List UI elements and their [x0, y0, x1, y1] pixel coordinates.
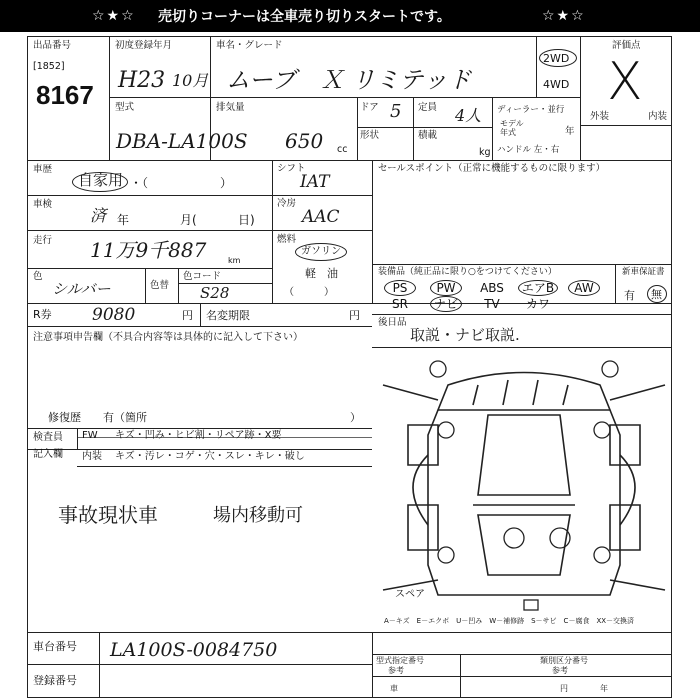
equip-pw-circle: [430, 280, 462, 296]
shaken-year: 年: [117, 213, 130, 227]
shaken-label: 車検: [33, 199, 53, 210]
model-name-value: ムーブ Ｘ リミテッド: [226, 66, 472, 94]
color-label: 色: [33, 271, 43, 282]
first-reg-label: 初度登録年月: [115, 40, 173, 51]
shift-value: IAT: [300, 172, 330, 192]
capacity-value: 4人: [455, 106, 482, 125]
shaken-month: 月(: [180, 213, 197, 227]
mileage-label: 走行: [33, 235, 53, 246]
chassis-value: LA100S-0084750: [110, 639, 278, 661]
dealer-label: ディーラー・並行: [497, 105, 565, 115]
inspector-fill-label: 記入欄: [33, 449, 63, 460]
footer-c: 年: [600, 684, 608, 693]
footer-b: 円: [560, 684, 568, 693]
ac-label: 冷房: [277, 198, 297, 209]
equipment-label: 装備品（純正品に限り○をつけてください）: [378, 267, 557, 277]
equip-pw: PW: [436, 281, 456, 295]
inspector-note-right: 場内移動可: [213, 505, 303, 526]
shaken-value: 済: [90, 206, 107, 225]
designation-label-4: 参考: [552, 666, 568, 675]
equip-aw-circle: [568, 280, 600, 296]
displacement-label: 排気量: [216, 102, 245, 113]
displacement-unit: cc: [337, 144, 348, 155]
designation-label-3: 類別区分番号: [540, 656, 588, 665]
recycle-label: R券: [33, 308, 52, 321]
warranty-label: 新車保証書: [622, 267, 665, 277]
warranty-have: 有: [624, 289, 635, 302]
notes-label: 注意事項申告欄（不具合内容等は具体的に記入して下さい）: [33, 332, 303, 343]
fuel-other: （ ）: [284, 287, 334, 298]
mileage-value: 11万9千887: [90, 238, 207, 262]
repair-history: 修復歴 有（箇所: [48, 411, 147, 424]
rating-label: 評価点: [612, 40, 641, 51]
model-year-label: モデル年式: [500, 119, 524, 137]
displacement-value: 650: [285, 129, 324, 153]
ac-value: AAC: [302, 207, 340, 227]
doors-value: 5: [390, 101, 402, 122]
inspector-fw-text: キズ・凹み・ヒビ割・リペア跡・X要: [115, 430, 282, 441]
banner-stars-left: ☆★☆: [92, 8, 136, 24]
name-change-unit: 円: [349, 309, 360, 322]
banner-message: 売切りコーナーは全車売り切りスタートです。: [158, 9, 451, 25]
warranty-none: 無: [651, 288, 662, 301]
type-label: 型式: [115, 102, 135, 113]
model-year-unit: 年: [565, 126, 575, 137]
inspector-note-left: 事故現状車: [58, 503, 158, 527]
mileage-unit: km: [228, 256, 241, 265]
spare-label: スペア: [395, 589, 425, 600]
color-value: シルバー: [52, 280, 111, 298]
equip-leather: カワ: [525, 297, 550, 311]
recycle-value: 9080: [92, 305, 136, 325]
lot-label: 出品番号: [33, 40, 72, 51]
doors-label: ドア: [360, 102, 379, 113]
color-change-label: 色替: [150, 280, 170, 291]
banner-stars-right: ☆★☆: [542, 8, 586, 24]
name-change-label: 名変期限: [206, 309, 250, 322]
history-value: 自家用: [78, 171, 124, 189]
drive-4wd: 4WD: [543, 78, 570, 91]
equip-ps-circle: [384, 280, 416, 296]
fuel-diesel: 軽 油: [305, 267, 338, 280]
history-label: 車歴: [33, 164, 53, 175]
handle-label: ハンドル 左・右: [497, 145, 560, 155]
equip-airbag-circle: [518, 280, 558, 296]
first-reg-value: H23: [118, 68, 166, 93]
top-banner: [0, 0, 700, 32]
equip-sr: SR: [392, 297, 408, 311]
aftermarket-value: 取説・ナビ取説.: [410, 326, 520, 344]
repair-close: ）: [350, 411, 361, 424]
lot-sub: [1852]: [33, 61, 65, 72]
aftermarket-label: 後日品: [378, 317, 407, 328]
rating-value: X: [607, 52, 643, 112]
registration-label: 登録番号: [33, 674, 77, 687]
equip-navi-circle: [430, 296, 462, 312]
inspector-interior: 内装: [82, 451, 102, 462]
equip-airbag: エアB: [521, 281, 555, 295]
shift-label: シフト: [277, 163, 306, 174]
equip-tv: TV: [484, 297, 500, 311]
sales-points-label: セールスポイント（正常に機能するものに限ります）: [378, 163, 606, 174]
equip-abs: ABS: [480, 281, 504, 295]
chassis-label: 車台番号: [33, 640, 77, 653]
shaken-day: 日): [238, 213, 255, 227]
color-code-label: 色コード: [183, 271, 222, 282]
fuel-label: 燃料: [277, 234, 297, 245]
exterior-label: 外装: [590, 111, 610, 122]
capacity-label: 定員: [418, 102, 438, 113]
first-reg-month: 10月: [172, 71, 209, 90]
equipment-grid: [378, 280, 608, 310]
inspector-label: 検査員: [33, 432, 63, 443]
equip-ps: PS: [392, 281, 408, 295]
designation-label-1: 型式指定番号: [376, 656, 424, 665]
interior-label: 内装: [648, 111, 668, 122]
inspector-fw: FW: [82, 430, 98, 441]
footer-a: 車: [390, 684, 398, 693]
fuel-gasoline: ガソリン: [301, 246, 341, 257]
designation-label-2: 参考: [388, 666, 404, 675]
equip-aw: AW: [574, 281, 594, 295]
load-label: 積載: [418, 130, 438, 141]
damage-legend: A－キズ E－エクボ U－凹み W－補修跡 S－サビ C－腐食 XX－交換済: [384, 617, 635, 625]
history-suffix: ・（ ）: [130, 176, 233, 190]
inspector-interior-text: キズ・汚レ・コゲ・穴・スレ・キレ・破し: [115, 451, 305, 462]
equip-navi: ナビ: [433, 297, 458, 311]
recycle-unit: 円: [182, 309, 193, 322]
type-value: DBA-LA100S: [116, 129, 248, 153]
shape-label: 形状: [360, 130, 380, 141]
drive-2wd: 2WD: [543, 52, 570, 65]
lot-number: 8167: [36, 80, 94, 110]
model-name-label: 車名・グレード: [216, 40, 283, 51]
color-code-value: S28: [200, 284, 230, 302]
load-unit: kg: [479, 147, 491, 158]
